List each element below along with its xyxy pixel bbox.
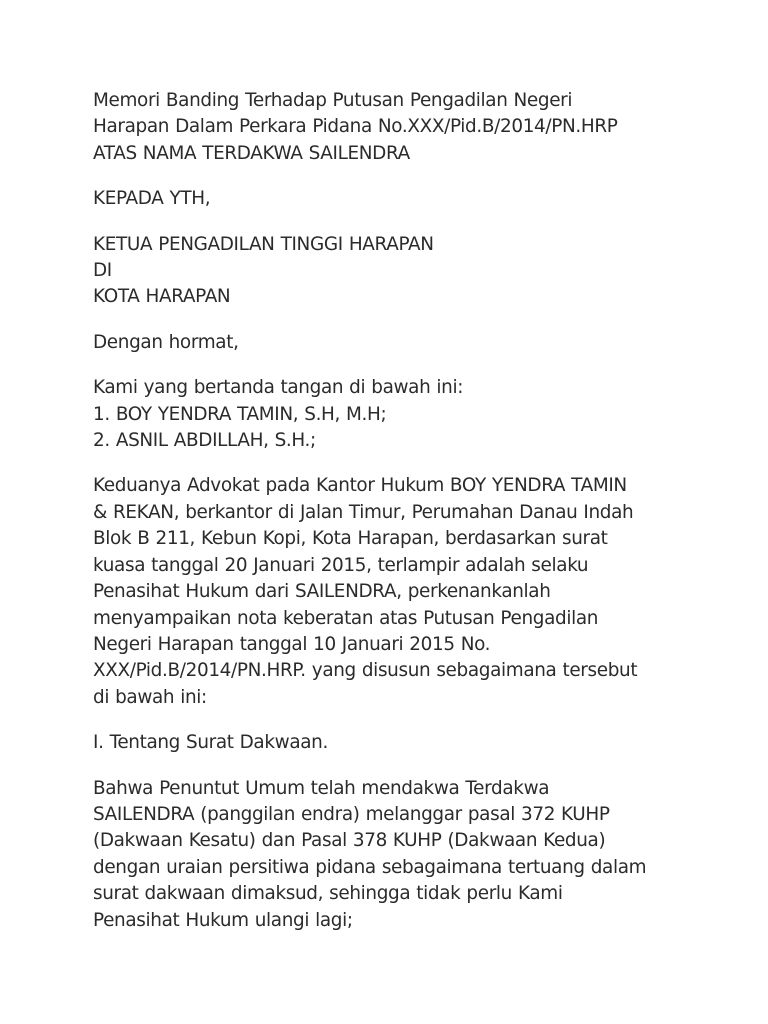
- section-body-line: Bahwa Penuntut Umum telah mendakwa Terdakwa: [93, 777, 550, 799]
- recipient-line: KOTA HARAPAN: [93, 286, 231, 308]
- section-body-line: surat dakwaan dimaksud, sehingga tidak perlu Kami: [93, 883, 563, 905]
- section-title-line: I. Tentang Surat Dakwaan.: [93, 732, 328, 754]
- signatories-line: 2. ASNIL ABDILLAH, S.H.;: [93, 430, 316, 452]
- section-body-line: Penasihat Hukum ulangi lagi;: [93, 909, 353, 931]
- signatories-line: 1. BOY YENDRA TAMIN, S.H, M.H;: [93, 403, 387, 425]
- recipient-block: [93, 232, 708, 311]
- body-line: Keduanya Advokat pada Kantor Hukum BOY YENDRA TAMIN: [93, 475, 627, 497]
- body-line: Blok B 211, Kebun Kopi, Kota Harapan, berdasarkan surat: [93, 528, 608, 550]
- body-line: & REKAN, berkantor di Jalan Timur, Perumahan Danau Indah: [93, 501, 634, 523]
- section-body-paragraph: [93, 776, 708, 934]
- body-line: menyampaikan nota keberatan atas Putusan Pengadilan: [93, 607, 599, 629]
- heading-line: Harapan Dalam Perkara Pidana No.XXX/Pid.B/2014/PN.HRP: [93, 116, 618, 138]
- document-heading: [93, 88, 708, 167]
- body-line: XXX/Pid.B/2014/PN.HRP. yang disusun sebagaimana tersebut: [93, 660, 638, 682]
- section-body-line: SAILENDRA (panggilan endra) melanggar pasal 372 KUHP: [93, 803, 610, 825]
- greeting-line: Dengan hormat,: [93, 331, 239, 353]
- section-title: [93, 730, 708, 756]
- salutation: [93, 186, 708, 212]
- body-line: Negeri Harapan tanggal 10 Januari 2015 No.: [93, 633, 491, 655]
- body-line: di bawah ini:: [93, 686, 207, 708]
- salutation-line: KEPADA YTH,: [93, 188, 211, 210]
- signatories-line: Kami yang bertanda tangan di bawah ini:: [93, 377, 464, 399]
- body-intro-paragraph: [93, 473, 708, 711]
- section-body-line: (Dakwaan Kesatu) dan Pasal 378 KUHP (Dakwaan Kedua): [93, 830, 606, 852]
- section-body-line: dengan uraian persitiwa pidana sebagaimana tertuang dalam: [93, 856, 647, 878]
- greeting: [93, 330, 708, 356]
- heading-line: ATAS NAMA TERDAKWA SAILENDRA: [93, 142, 410, 164]
- body-line: Penasihat Hukum dari SAILENDRA, perkenankanlah: [93, 581, 551, 603]
- signatories-block: [93, 375, 708, 454]
- recipient-line: KETUA PENGADILAN TINGGI HARAPAN: [93, 233, 434, 255]
- body-line: kuasa tanggal 20 Januari 2015, terlampir adalah selaku: [93, 554, 589, 576]
- recipient-line: DI: [93, 260, 112, 282]
- heading-line: Memori Banding Terhadap Putusan Pengadilan Negeri: [93, 90, 573, 111]
